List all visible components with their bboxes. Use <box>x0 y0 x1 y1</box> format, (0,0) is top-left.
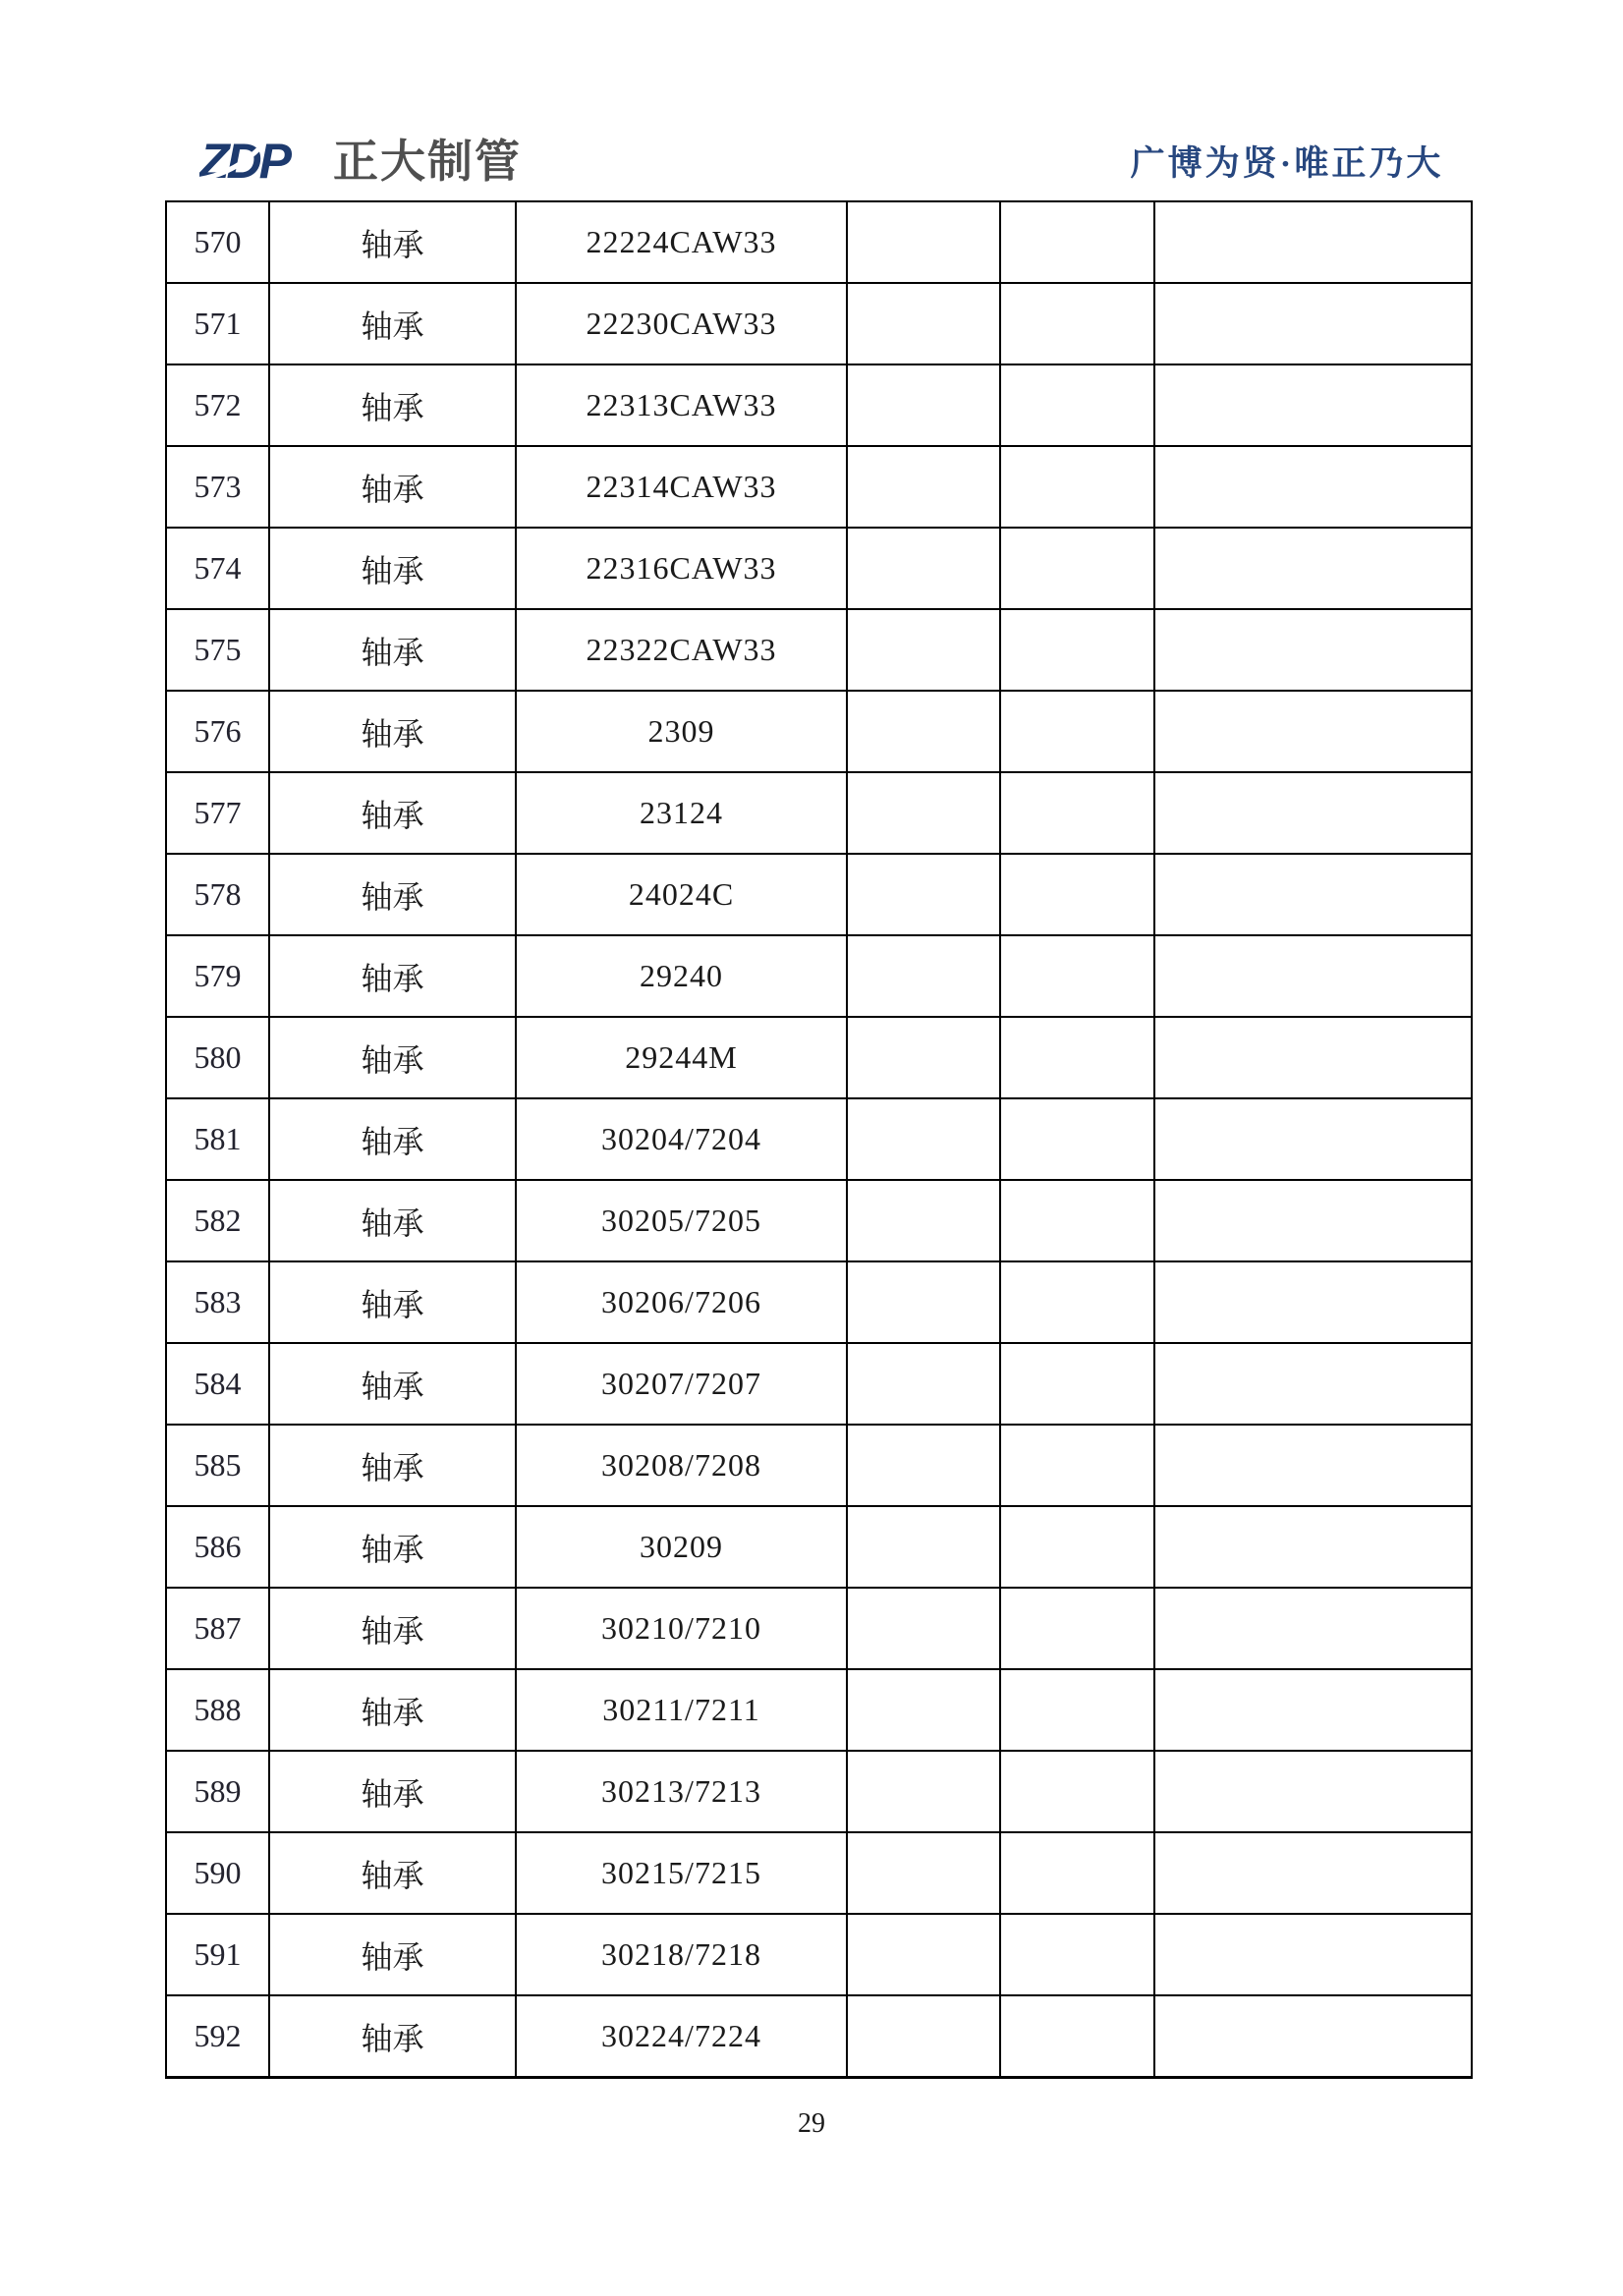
part-name-cell: 轴承 <box>269 1098 516 1180</box>
part-model-cell: 30224/7224 <box>516 1995 847 2078</box>
part-model-cell: 24024C <box>516 854 847 935</box>
row-number-cell: 590 <box>166 1832 269 1914</box>
empty-cell <box>1154 935 1472 1017</box>
empty-cell <box>1154 691 1472 772</box>
part-name-cell: 轴承 <box>269 1017 516 1098</box>
empty-cell <box>1154 1588 1472 1669</box>
table-row <box>166 1425 1472 1506</box>
part-model-cell: 30211/7211 <box>516 1669 847 1751</box>
empty-cell <box>1154 1261 1472 1343</box>
part-model-cell: 22322CAW33 <box>516 609 847 691</box>
part-model-cell: 30206/7206 <box>516 1261 847 1343</box>
empty-cell <box>1154 854 1472 935</box>
empty-cell <box>847 1914 1000 1995</box>
empty-cell <box>1154 1180 1472 1261</box>
part-name-cell: 轴承 <box>269 1180 516 1261</box>
empty-cell <box>847 446 1000 528</box>
empty-cell <box>847 935 1000 1017</box>
part-name-cell: 轴承 <box>269 1914 516 1995</box>
row-number-cell: 570 <box>166 201 269 283</box>
part-name-cell: 轴承 <box>269 1995 516 2078</box>
empty-cell <box>847 1588 1000 1669</box>
table-row <box>166 1261 1472 1343</box>
empty-cell <box>1000 1425 1154 1506</box>
empty-cell <box>1000 1343 1154 1425</box>
table-row <box>166 1343 1472 1425</box>
part-model-cell: 22314CAW33 <box>516 446 847 528</box>
empty-cell <box>1000 935 1154 1017</box>
row-number-cell: 573 <box>166 446 269 528</box>
table-row <box>166 364 1472 446</box>
row-number-cell: 583 <box>166 1261 269 1343</box>
part-model-cell: 30205/7205 <box>516 1180 847 1261</box>
empty-cell <box>847 364 1000 446</box>
zdp-logo-icon <box>199 134 319 189</box>
part-model-cell: 30213/7213 <box>516 1751 847 1832</box>
part-name-cell: 轴承 <box>269 1832 516 1914</box>
row-number-cell: 582 <box>166 1180 269 1261</box>
empty-cell <box>1154 1832 1472 1914</box>
part-model-cell: 29240 <box>516 935 847 1017</box>
empty-cell <box>1000 1995 1154 2078</box>
row-number-cell: 591 <box>166 1914 269 1995</box>
table-row <box>166 772 1472 854</box>
parts-table <box>165 200 1473 2079</box>
empty-cell <box>1000 1098 1154 1180</box>
svg-text:ZDP: ZDP <box>199 134 289 189</box>
row-number-cell: 585 <box>166 1425 269 1506</box>
part-model-cell: 23124 <box>516 772 847 854</box>
empty-cell <box>1154 772 1472 854</box>
part-name-cell: 轴承 <box>269 1343 516 1425</box>
table-row <box>166 1751 1472 1832</box>
table-row <box>166 528 1472 609</box>
table-row <box>166 1995 1472 2078</box>
company-name: 正大制管 <box>333 136 522 187</box>
empty-cell <box>1154 1995 1472 2078</box>
empty-cell <box>847 1180 1000 1261</box>
row-number-cell: 574 <box>166 528 269 609</box>
empty-cell <box>847 1751 1000 1832</box>
part-model-cell: 30209 <box>516 1506 847 1588</box>
empty-cell <box>1000 1832 1154 1914</box>
empty-cell <box>1154 528 1472 609</box>
table-row <box>166 283 1472 364</box>
row-number-cell: 576 <box>166 691 269 772</box>
table-row <box>166 1588 1472 1669</box>
empty-cell <box>1154 1017 1472 1098</box>
empty-cell <box>1000 283 1154 364</box>
empty-cell <box>1000 1261 1154 1343</box>
empty-cell <box>847 283 1000 364</box>
table-row <box>166 1914 1472 1995</box>
empty-cell <box>1154 1669 1472 1751</box>
empty-cell <box>847 1017 1000 1098</box>
part-model-cell: 29244M <box>516 1017 847 1098</box>
row-number-cell: 588 <box>166 1669 269 1751</box>
empty-cell <box>1000 1669 1154 1751</box>
empty-cell <box>1154 1425 1472 1506</box>
parts-table-body <box>166 201 1472 2078</box>
row-number-cell: 592 <box>166 1995 269 2078</box>
empty-cell <box>847 772 1000 854</box>
row-number-cell: 587 <box>166 1588 269 1669</box>
empty-cell <box>1154 1506 1472 1588</box>
part-name-cell: 轴承 <box>269 201 516 283</box>
empty-cell <box>847 1098 1000 1180</box>
empty-cell <box>847 854 1000 935</box>
row-number-cell: 581 <box>166 1098 269 1180</box>
row-number-cell: 579 <box>166 935 269 1017</box>
part-name-cell: 轴承 <box>269 854 516 935</box>
part-name-cell: 轴承 <box>269 1669 516 1751</box>
row-number-cell: 571 <box>166 283 269 364</box>
part-model-cell: 30218/7218 <box>516 1914 847 1995</box>
part-model-cell: 30207/7207 <box>516 1343 847 1425</box>
part-model-cell: 22230CAW33 <box>516 283 847 364</box>
empty-cell <box>1154 364 1472 446</box>
empty-cell <box>1000 201 1154 283</box>
row-number-cell: 586 <box>166 1506 269 1588</box>
empty-cell <box>1154 283 1472 364</box>
empty-cell <box>1154 201 1472 283</box>
row-number-cell: 584 <box>166 1343 269 1425</box>
empty-cell <box>1154 446 1472 528</box>
empty-cell <box>847 609 1000 691</box>
part-name-cell: 轴承 <box>269 528 516 609</box>
empty-cell <box>1000 1751 1154 1832</box>
row-number-cell: 575 <box>166 609 269 691</box>
row-number-cell: 580 <box>166 1017 269 1098</box>
table-row <box>166 1832 1472 1914</box>
empty-cell <box>1154 609 1472 691</box>
table-row <box>166 609 1472 691</box>
part-model-cell: 22313CAW33 <box>516 364 847 446</box>
table-row <box>166 201 1472 283</box>
part-name-cell: 轴承 <box>269 1588 516 1669</box>
empty-cell <box>847 1506 1000 1588</box>
empty-cell <box>1000 528 1154 609</box>
table-row <box>166 1098 1472 1180</box>
row-number-cell: 577 <box>166 772 269 854</box>
empty-cell <box>847 1669 1000 1751</box>
table-row <box>166 935 1472 1017</box>
part-model-cell: 22316CAW33 <box>516 528 847 609</box>
part-name-cell: 轴承 <box>269 935 516 1017</box>
empty-cell <box>1000 1588 1154 1669</box>
empty-cell <box>1154 1914 1472 1995</box>
row-number-cell: 572 <box>166 364 269 446</box>
table-row <box>166 1669 1472 1751</box>
row-number-cell: 589 <box>166 1751 269 1832</box>
empty-cell <box>1000 364 1154 446</box>
part-name-cell: 轴承 <box>269 364 516 446</box>
empty-cell <box>1000 446 1154 528</box>
empty-cell <box>1000 609 1154 691</box>
empty-cell <box>847 1425 1000 1506</box>
empty-cell <box>1154 1343 1472 1425</box>
empty-cell <box>1154 1098 1472 1180</box>
page-number: 29 <box>798 2108 825 2139</box>
empty-cell <box>1000 1017 1154 1098</box>
row-number-cell: 578 <box>166 854 269 935</box>
part-name-cell: 轴承 <box>269 772 516 854</box>
part-model-cell: 30210/7210 <box>516 1588 847 1669</box>
part-name-cell: 轴承 <box>269 283 516 364</box>
part-name-cell: 轴承 <box>269 609 516 691</box>
empty-cell <box>847 1261 1000 1343</box>
empty-cell <box>1000 1914 1154 1995</box>
empty-cell <box>1000 1506 1154 1588</box>
table-row <box>166 1017 1472 1098</box>
part-name-cell: 轴承 <box>269 1751 516 1832</box>
part-name-cell: 轴承 <box>269 1261 516 1343</box>
part-model-cell: 30208/7208 <box>516 1425 847 1506</box>
empty-cell <box>847 1343 1000 1425</box>
part-model-cell: 22224CAW33 <box>516 201 847 283</box>
part-model-cell: 2309 <box>516 691 847 772</box>
empty-cell <box>847 691 1000 772</box>
empty-cell <box>847 1995 1000 2078</box>
empty-cell <box>847 528 1000 609</box>
table-row <box>166 1506 1472 1588</box>
table-row <box>166 691 1472 772</box>
part-model-cell: 30215/7215 <box>516 1832 847 1914</box>
part-name-cell: 轴承 <box>269 1425 516 1506</box>
part-model-cell: 30204/7204 <box>516 1098 847 1180</box>
part-name-cell: 轴承 <box>269 691 516 772</box>
empty-cell <box>1000 854 1154 935</box>
company-brand <box>199 134 522 189</box>
empty-cell <box>847 1832 1000 1914</box>
table-row <box>166 1180 1472 1261</box>
empty-cell <box>1000 691 1154 772</box>
table-row <box>166 854 1472 935</box>
empty-cell <box>1154 1751 1472 1832</box>
empty-cell <box>1000 772 1154 854</box>
empty-cell <box>1000 1180 1154 1261</box>
company-slogan: 广博为贤·唯正乃大 <box>1130 144 1444 183</box>
part-name-cell: 轴承 <box>269 1506 516 1588</box>
empty-cell <box>847 201 1000 283</box>
part-name-cell: 轴承 <box>269 446 516 528</box>
table-row <box>166 446 1472 528</box>
